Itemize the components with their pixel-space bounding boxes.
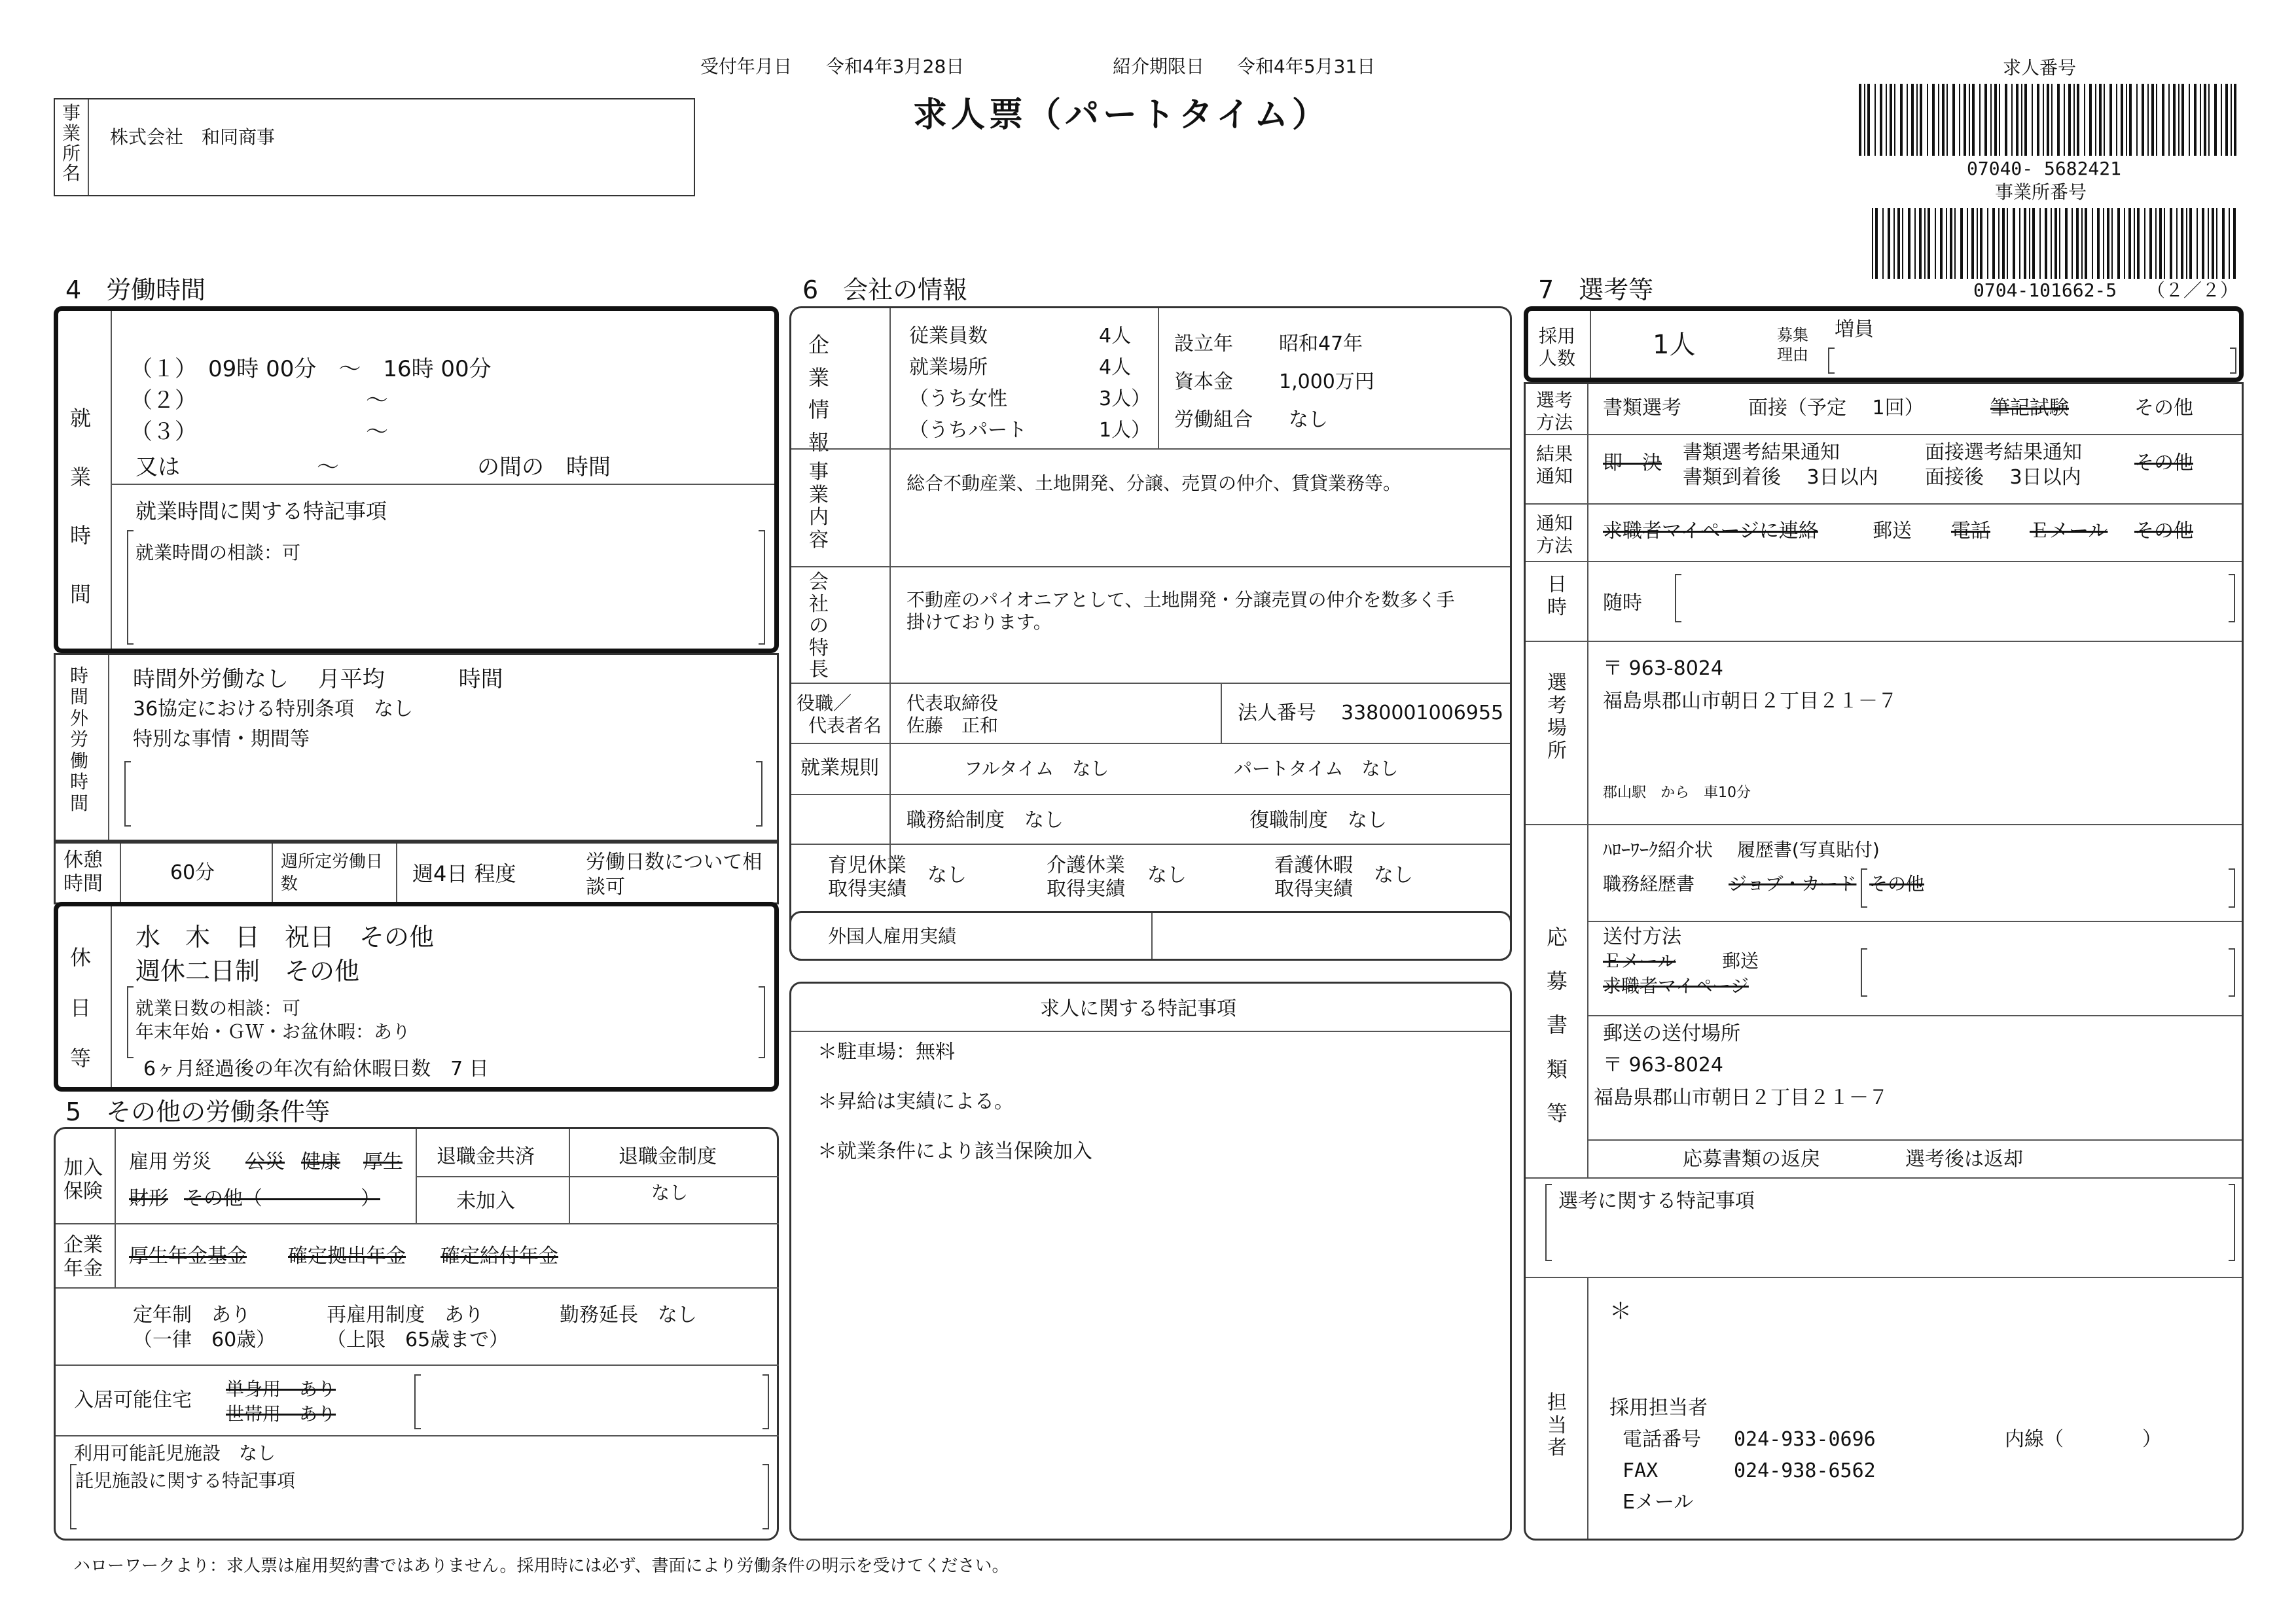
return-system: 復職制度 なし xyxy=(1249,809,1387,832)
company-info-box xyxy=(789,306,1512,961)
retirement-mutual-label: 退職金共済 xyxy=(437,1145,535,1168)
work-rules-part: パートタイム なし xyxy=(1234,758,1399,779)
foreign-employment-box xyxy=(789,911,1512,961)
features-line-1: 不動産のパイオニアとして、土地開発・分譲売買の仲介を数多く手 xyxy=(906,589,1455,611)
selection-note-title: 選考に関する特記事項 xyxy=(1558,1190,1755,1213)
ins-zaikei: 財形 xyxy=(129,1187,168,1210)
received-date: 令和4年3月28日 xyxy=(826,56,965,77)
part-count: 1人） xyxy=(1099,419,1151,442)
employees: 4人 xyxy=(1099,325,1132,348)
foreign-employment-label: 外国人雇用実績 xyxy=(828,925,957,947)
worktime-note: 就業時間の相談：可 xyxy=(135,542,301,563)
working-hours-box xyxy=(54,306,779,653)
method-other: その他 xyxy=(2134,397,2193,419)
referral-period-label: 紹介期限日 xyxy=(1113,56,1205,77)
special-note-2: ＊昇給は実績による。 xyxy=(817,1090,1014,1113)
union: なし xyxy=(1289,408,1328,431)
send-mypage: 求職者マイページ xyxy=(1603,975,1749,997)
job-number: 07040- 5682421 xyxy=(1967,158,2122,179)
ins-kosei: 厚生 xyxy=(363,1150,403,1173)
pension-dc: 確定拠出年金 xyxy=(288,1245,406,1268)
break-label: 休憩時間 xyxy=(63,849,103,895)
notify-method-label: 通知方法 xyxy=(1536,512,1573,556)
capital-label: 資本金 xyxy=(1174,370,1233,393)
retirement-mutual-value: 未加入 xyxy=(456,1190,515,1213)
mail-destination-address: 福島県郡山市朝日２丁目２１－７ xyxy=(1594,1086,1888,1109)
section-5-heading: 5 その他の労働条件等 xyxy=(65,1097,331,1126)
break-value: 60分 xyxy=(170,861,215,884)
retirement-system-label: 退職金制度 xyxy=(619,1145,717,1168)
rep-name: 佐藤 正和 xyxy=(906,715,999,736)
notify-other: その他 xyxy=(2134,520,2193,543)
retirement-age: 定年制 あり xyxy=(133,1304,251,1327)
barcode-icon xyxy=(1859,84,2238,156)
working-hours-label: 就業時間 xyxy=(69,406,91,607)
corp-info-label: 企業情報 xyxy=(808,332,829,455)
notify-mypage: 求職者マイページに連絡 xyxy=(1603,520,1818,543)
office-number: 0704-101662-5 xyxy=(1973,279,2117,301)
selection-date: 随時 xyxy=(1603,592,1642,615)
notify-mail: 郵送 xyxy=(1873,520,1912,543)
employees-label: 従業員数 xyxy=(909,325,988,348)
job-number-barcode xyxy=(1859,84,2238,156)
docs-required: ﾊﾛｰﾜｰｸ紹介状 履歴書(写真貼付) xyxy=(1603,839,1880,861)
contact-star: ＊ xyxy=(1609,1298,1632,1325)
company-name: 株式会社 和同商事 xyxy=(110,126,276,148)
job-special-notes-title: 求人に関する特記事項 xyxy=(1040,997,1236,1020)
hire-count: 1人 xyxy=(1653,330,1696,360)
shift-2: （２） xyxy=(130,387,197,414)
notify-phone: 電話 xyxy=(1951,520,1990,543)
send-email: Ｅメール xyxy=(1603,950,1676,972)
work-rules-full: フルタイム なし xyxy=(964,758,1109,779)
section-7-heading: 7 選考等 xyxy=(1538,276,1654,304)
paid-leave-days: 6ヶ月経過後の年次有給休暇日数 7 日 xyxy=(143,1058,489,1080)
application-docs-label: 応募書類等 xyxy=(1546,925,1568,1126)
insurance-label: 加入保険 xyxy=(63,1156,103,1203)
business-content: 総合不動産業、土地開発、分譲、売買の仲介、賃貸業務等。 xyxy=(906,473,1402,494)
section-6-heading: 6 会社の情報 xyxy=(802,276,968,304)
mail-destination-zip: 〒 963-8024 xyxy=(1603,1054,1723,1077)
working-days-note: 労働日数について相談可 xyxy=(586,851,762,899)
result-immediate: 即 決 xyxy=(1603,452,1662,474)
contact-label: 担当者 xyxy=(1547,1391,1567,1459)
selection-method-label: 選考方法 xyxy=(1536,389,1573,433)
union-label: 労働組合 xyxy=(1174,408,1253,431)
site-employees: 4人 xyxy=(1099,356,1132,379)
business-label: 事業内容 xyxy=(809,461,829,552)
care-leave: なし xyxy=(1147,864,1187,887)
selection-place-zip: 〒 963-8024 xyxy=(1603,657,1723,680)
docs-jobcard: ジョブ・カード xyxy=(1729,873,1857,895)
weekly-days-label: 週所定労働日数 xyxy=(281,852,384,894)
ins-kenko: 健康 xyxy=(301,1150,340,1173)
childcare-note-title: 託児施設に関する特記事項 xyxy=(75,1470,296,1491)
founded: 昭和47年 xyxy=(1279,332,1363,355)
rep-label-2: 代表者名 xyxy=(808,715,882,736)
nursing-leave: なし xyxy=(1374,864,1413,887)
ins-kosai: 公災 xyxy=(245,1150,285,1173)
shift-2-tilde: ～ xyxy=(366,387,388,414)
office-number-label: 事業所番号 xyxy=(1995,181,2087,203)
result-interview-period: 面接後 3日以内 xyxy=(1925,466,2081,489)
recruit-reason: 増員 xyxy=(1835,318,1874,341)
received-date-label: 受付年月日 xyxy=(700,56,793,77)
features-line-2: 掛けております。 xyxy=(906,611,1052,633)
phone-label: 電話番号 xyxy=(1623,1428,1701,1451)
or-prefix: 又は xyxy=(135,454,180,480)
retirement-system-value: なし xyxy=(651,1182,689,1204)
overtime-label: 時間外労働時間 xyxy=(69,665,88,814)
docs-career: 職務経歴書 xyxy=(1603,873,1695,895)
pension-label: 企業年金 xyxy=(63,1234,103,1280)
site-employees-label: 就業場所 xyxy=(909,356,988,379)
office-number-barcode xyxy=(1872,208,2238,279)
method-written: 筆記試験 xyxy=(1990,397,2069,419)
selection-place-access: 郡山駅 から 車10分 xyxy=(1603,785,1751,801)
job-pay-system: 職務給制度 なし xyxy=(906,809,1064,832)
special-note-1: ＊駐車場：無料 xyxy=(817,1041,955,1063)
result-notice-label: 結果通知 xyxy=(1536,443,1573,487)
break-box xyxy=(54,842,779,904)
job-number-label: 求人番号 xyxy=(2003,57,2077,79)
footer-notice: ハローワークより：求人票は雇用契約書ではありません。採用時には必ず、書面により労働条件の明示を受けてください。 xyxy=(73,1556,1009,1576)
corporate-number-label: 法人番号 xyxy=(1238,702,1316,724)
ins-rosai: 労災 xyxy=(172,1150,211,1173)
page-title: 求人票（パートタイム） xyxy=(913,96,1330,135)
holiday-days: 水 木 日 祝日 その他 xyxy=(135,923,435,952)
fax-number: 024-938-6562 xyxy=(1734,1459,1876,1482)
other-conditions-box xyxy=(54,1127,779,1541)
phone-number: 024-933-0696 xyxy=(1734,1428,1876,1451)
notify-email: Ｅメール xyxy=(2030,520,2108,543)
method-documents: 書類選考 xyxy=(1603,397,1681,419)
extension-label: 内線（ ） xyxy=(2005,1428,2162,1451)
housing-family: 世帯用 あり xyxy=(226,1403,336,1425)
shift-3-tilde: ～ xyxy=(366,419,388,445)
email-label: Eメール xyxy=(1623,1491,1694,1514)
selection-place-address: 福島県郡山市朝日２丁目２１－７ xyxy=(1603,690,1897,713)
rep-title: 代表取締役 xyxy=(906,692,999,714)
result-interview-title: 面接選考結果通知 xyxy=(1925,441,2082,464)
pension-kikin: 厚生年金基金 xyxy=(129,1245,247,1268)
rehire-limit: （上限 65歳まで） xyxy=(327,1329,509,1351)
result-docs-period: 書類到着後 3日以内 xyxy=(1683,466,1878,489)
send-mail: 郵送 xyxy=(1722,950,1759,972)
company-name-label: 事業所名 xyxy=(62,102,81,185)
page-indicator: （２／２） xyxy=(2147,279,2239,301)
hire-count-label: 採用人数 xyxy=(1539,325,1576,369)
selection-place-label: 選考場所 xyxy=(1547,671,1567,762)
company-name-box xyxy=(54,98,695,196)
return-docs-value: 選考後は返却 xyxy=(1905,1148,2023,1171)
special-clause: 36協定における特別条項 なし xyxy=(133,698,414,721)
work-extension: 勤務延長 なし xyxy=(560,1304,697,1327)
housing-label: 入居可能住宅 xyxy=(74,1389,192,1412)
work-rules-label: 就業規則 xyxy=(800,757,879,779)
method-interview: 面接（予定 1回） xyxy=(1748,397,1924,419)
housing-single: 単身用 あり xyxy=(226,1378,336,1400)
overtime-summary: 時間外労働なし 月平均 時間 xyxy=(133,666,503,692)
female-label: （うち女性 xyxy=(909,387,1007,410)
or-suffix: の間の 時間 xyxy=(477,454,611,480)
childcare-leave-label: 育児休業取得実績 xyxy=(828,854,906,901)
part-label: （うちパート xyxy=(909,419,1027,442)
special-note-3: ＊就業条件により該当保険加入 xyxy=(817,1140,1092,1163)
section-4-heading: 4 労働時間 xyxy=(65,276,206,304)
rep-label-1: 役職／ xyxy=(797,692,852,714)
return-docs-label: 応募書類の返戻 xyxy=(1683,1148,1820,1171)
recruit-reason-label: 募集理由 xyxy=(1777,326,1808,364)
capital: 1,000万円 xyxy=(1279,370,1374,393)
ins-koyo: 雇用 xyxy=(129,1150,168,1173)
fax-label: FAX xyxy=(1623,1459,1659,1482)
mail-destination-label: 郵送の送付場所 xyxy=(1603,1022,1740,1045)
contact-person: 採用担当者 xyxy=(1609,1397,1708,1419)
childcare-leave: なし xyxy=(927,864,967,887)
selection-date-label: 日時 xyxy=(1547,573,1567,619)
ins-other: その他（ ） xyxy=(184,1187,380,1210)
nursing-leave-label: 看護休暇取得実績 xyxy=(1274,854,1353,901)
shift-3: （３） xyxy=(130,419,197,445)
features-label: 会社の特長 xyxy=(809,571,829,682)
job-special-notes-box xyxy=(789,982,1512,1541)
overtime-box xyxy=(54,653,779,842)
special-circumstances: 特別な事情・期間等 xyxy=(133,728,310,751)
or-tilde: ～ xyxy=(317,454,339,480)
referral-period-date: 令和4年5月31日 xyxy=(1237,56,1376,77)
retirement-age-detail: （一律 60歳） xyxy=(133,1329,276,1351)
worktime-note-title: 就業時間に関する特記事項 xyxy=(135,499,387,524)
corporate-number: 3380001006955 xyxy=(1341,702,1504,724)
holidays-label: 休日等 xyxy=(69,945,91,1071)
weekly-days-value: 週4日 程度 xyxy=(412,861,516,886)
barcode-icon xyxy=(1872,208,2238,279)
care-leave-label: 介護休業取得実績 xyxy=(1047,854,1125,901)
holidays-box xyxy=(54,902,779,1092)
docs-other: その他 xyxy=(1869,873,1925,895)
female-count: 3人） xyxy=(1099,387,1151,410)
result-other: その他 xyxy=(2134,452,2193,474)
result-docs-title: 書類選考結果通知 xyxy=(1683,441,1840,464)
pension-db: 確定給付年金 xyxy=(440,1245,558,1268)
founded-label: 設立年 xyxy=(1174,332,1233,355)
selection-box xyxy=(1524,382,2244,1541)
holiday-note-2: 年末年始・ＧＷ・お盆休暇：あり xyxy=(135,1021,411,1043)
hire-count-box xyxy=(1524,306,2244,382)
holiday-note-1: 就業日数の相談：可 xyxy=(135,997,301,1019)
send-method-label: 送付方法 xyxy=(1603,925,1681,948)
rehire-system: 再雇用制度 あり xyxy=(327,1304,484,1327)
childcare-facility: 利用可能託児施設 なし xyxy=(74,1442,276,1464)
holiday-system: 週休二日制 その他 xyxy=(135,957,360,986)
shift-1: （１） 09時 00分 ～ 16時 00分 xyxy=(130,356,492,382)
